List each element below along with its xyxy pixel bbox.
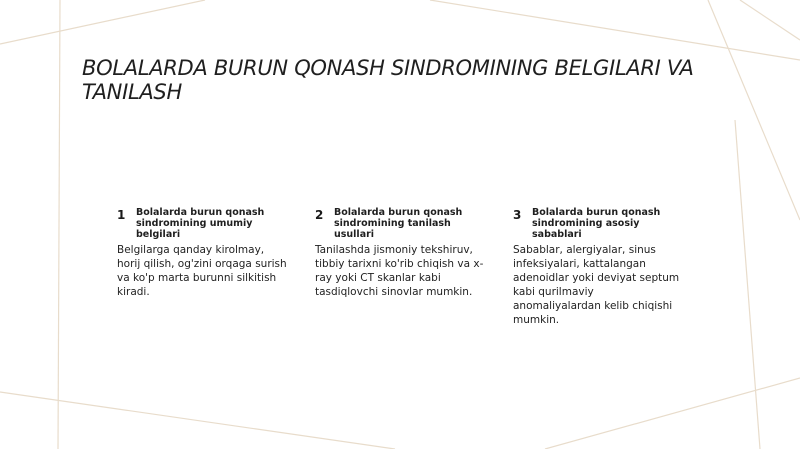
card-header: [117, 207, 287, 240]
card-header: [513, 207, 683, 240]
card-heading: Bolalarda burun qonash sindromining tanilash usullari: [334, 207, 463, 240]
info-card-2: [315, 207, 485, 299]
decor-line: [735, 120, 760, 449]
card-number: 3: [513, 208, 522, 222]
card-text: Sabablar, alergiyalar, sinus infeksiyalari, kattalangan adenoidlar yoki deviyat septum kabi qurilmaviy anomaliyalardan kelib chiqishi mumkin.: [513, 244, 680, 326]
decor-line: [740, 0, 800, 40]
decor-line: [708, 0, 800, 220]
info-card-3: [513, 207, 683, 327]
card-heading: Bolalarda burun qonash sindromining umumiy belgilari: [136, 207, 265, 240]
decor-line: [58, 0, 60, 449]
decor-line: [430, 0, 800, 60]
decor-line: [0, 392, 395, 449]
card-number: 1: [117, 208, 126, 222]
info-card-1: [117, 207, 287, 299]
slide-title: BOLALARDA BURUN QONASH SINDROMINING BELGILARI VA TANILASH: [82, 56, 694, 104]
card-header: [315, 207, 485, 240]
card-text: Tanilashda jismoniy tekshiruv, tibbiy tarixni ko'rib chiqish va x-ray yoki CT skanlar kabi tasdiqlovchi sinovlar mumkin.: [315, 244, 484, 298]
decor-line: [0, 0, 205, 44]
card-heading: Bolalarda burun qonash sindromining asosiy sabablari: [532, 207, 661, 240]
card-text: Belgilarga qanday kirolmay, horij qilish, og'zini orqaga surish va ko'p marta burunni silkitish kiradi.: [117, 244, 287, 298]
decor-line: [545, 378, 800, 449]
card-number: 2: [315, 208, 324, 222]
